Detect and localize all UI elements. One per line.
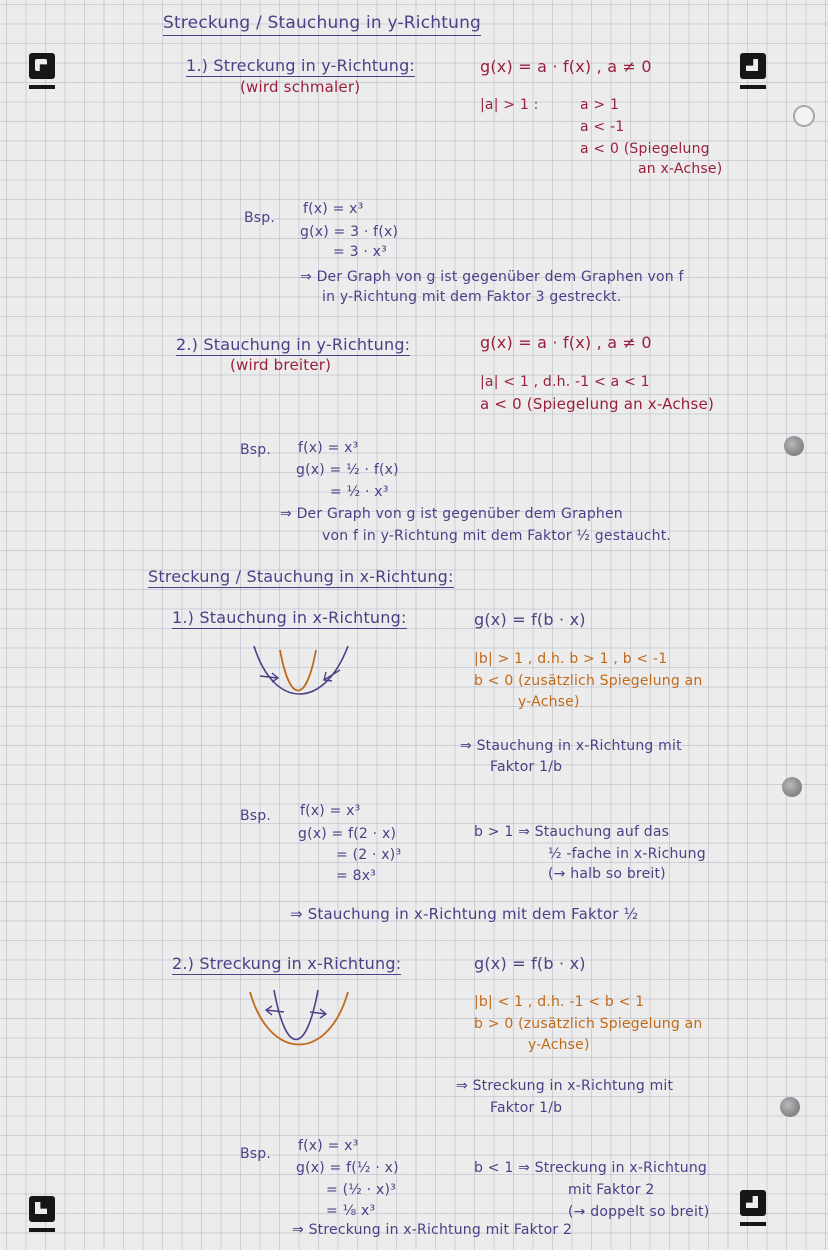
s4-ex3: = (½ · x)³ <box>326 1182 396 1198</box>
arrow-right-icon <box>260 673 278 682</box>
wide-parabola <box>250 992 348 1045</box>
s1-bsp: Bsp. <box>244 210 276 226</box>
s1-title: 1.) Streckung in y-Richtung: <box>186 57 415 77</box>
s3-bsp: Bsp. <box>240 808 272 824</box>
s1-formula: g(x) = a · f(x) , a ≠ 0 <box>480 57 652 76</box>
s2-bsp: Bsp. <box>240 442 272 458</box>
heading-y-direction: Streckung / Stauchung in y-Richtung <box>163 14 481 36</box>
s3-res2: Faktor 1/b <box>490 759 563 775</box>
s3-ex1: f(x) = x³ <box>300 803 361 819</box>
s2-res1: ⇒ Der Graph von g ist gegenüber dem Graphen <box>280 506 623 522</box>
s4-bsp: Bsp. <box>240 1146 272 1162</box>
s4-ex4: = ⅛ x³ <box>326 1203 376 1219</box>
s1-res1: ⇒ Der Graph von g ist gegenüber dem Graphen von f <box>300 269 684 285</box>
s4-cond2: b > 0 (zusätzlich Spiegelung an <box>474 1016 703 1032</box>
s2-ex2: g(x) = ½ · f(x) <box>296 462 399 478</box>
s1-cond5: an x-Achse) <box>638 161 723 177</box>
s3-final: ⇒ Stauchung in x-Richtung mit dem Faktor ½ <box>290 905 639 923</box>
s4-res1: ⇒ Streckung in x-Richtung mit <box>456 1078 674 1094</box>
s1-ex3: = 3 · x³ <box>333 244 387 260</box>
s3-title: 1.) Stauchung in x-Richtung: <box>172 609 407 629</box>
s1-cond1: |a| > 1 : <box>480 97 539 113</box>
scan-corner-marker-icon <box>740 1190 766 1216</box>
s4-side3: (→ doppelt so breit) <box>568 1204 710 1220</box>
wide-parabola <box>254 646 348 694</box>
s1-note: (wird schmaler) <box>240 78 361 96</box>
s3-cond3: y-Achse) <box>518 694 580 710</box>
s1-ex1: f(x) = x³ <box>303 201 364 217</box>
s3-side3: (→ halb so breit) <box>548 866 666 882</box>
s1-cond2: a > 1 <box>580 97 620 113</box>
s4-cond1: |b| < 1 , d.h. -1 < b < 1 <box>474 994 645 1010</box>
arrow-left-icon <box>324 670 340 681</box>
s2-res2: von f in y-Richtung mit dem Faktor ½ gestaucht. <box>322 528 672 544</box>
s2-note: (wird breiter) <box>230 356 332 374</box>
s3-cond1: |b| > 1 , d.h. b > 1 , b < -1 <box>474 651 668 667</box>
s4-res2: Faktor 1/b <box>490 1100 563 1116</box>
s1-cond4: a < 0 (Spiegelung <box>580 141 710 157</box>
s4-cond3: y-Achse) <box>528 1037 590 1053</box>
s3-ex4: = 8x³ <box>336 868 376 884</box>
s4-parabola-diagram <box>244 984 354 1064</box>
s3-res1: ⇒ Stauchung in x-Richtung mit <box>460 738 682 754</box>
narrow-parabola <box>274 990 318 1040</box>
s2-ex1: f(x) = x³ <box>298 440 359 456</box>
scan-bar <box>740 85 766 89</box>
s4-side1: b < 1 ⇒ Streckung in x-Richtung <box>474 1160 708 1176</box>
s1-res2: in y-Richtung mit dem Faktor 3 gestreckt. <box>322 289 622 305</box>
s3-side2: ½ -fache in x-Richung <box>548 846 706 862</box>
punch-hole-icon <box>780 1097 800 1117</box>
s2-cond2: a < 0 (Spiegelung an x-Achse) <box>480 395 714 413</box>
s2-formula: g(x) = a · f(x) , a ≠ 0 <box>480 333 652 352</box>
s1-ex2: g(x) = 3 · f(x) <box>300 224 399 240</box>
narrow-parabola <box>280 650 316 691</box>
s3-formula: g(x) = f(b · x) <box>474 610 586 629</box>
s3-ex2: g(x) = f(2 · x) <box>298 826 397 842</box>
s3-parabola-diagram <box>244 640 354 720</box>
s4-title: 2.) Streckung in x-Richtung: <box>172 955 401 975</box>
punch-hole-icon <box>784 436 804 456</box>
scan-bar <box>740 1222 766 1226</box>
arrow-left-icon <box>266 1006 284 1015</box>
s4-ex2: g(x) = f(½ · x) <box>296 1160 399 1176</box>
scan-corner-marker-icon <box>29 1196 55 1222</box>
scan-corner-marker-icon <box>740 53 766 79</box>
scan-bar <box>29 1228 55 1232</box>
s4-ex1: f(x) = x³ <box>298 1138 359 1154</box>
punch-hole-icon <box>793 105 815 127</box>
scan-bar <box>29 85 55 89</box>
s1-cond3: a < -1 <box>580 119 625 135</box>
s4-side2: mit Faktor 2 <box>568 1182 655 1198</box>
scan-corner-marker-icon <box>29 53 55 79</box>
s4-formula: g(x) = f(b · x) <box>474 954 586 973</box>
s3-ex3: = (2 · x)³ <box>336 847 402 863</box>
s2-cond1: |a| < 1 , d.h. -1 < a < 1 <box>480 374 650 390</box>
s3-side1: b > 1 ⇒ Stauchung auf das <box>474 824 670 840</box>
s3-cond2: b < 0 (zusätzlich Spiegelung an <box>474 673 703 689</box>
punch-hole-icon <box>782 777 802 797</box>
s4-final: ⇒ Streckung in x-Richtung mit Faktor 2 <box>292 1222 573 1238</box>
s2-ex3: = ½ · x³ <box>330 484 389 500</box>
heading-x-direction: Streckung / Stauchung in x-Richtung: <box>148 568 454 588</box>
s2-title: 2.) Stauchung in y-Richtung: <box>176 336 410 356</box>
